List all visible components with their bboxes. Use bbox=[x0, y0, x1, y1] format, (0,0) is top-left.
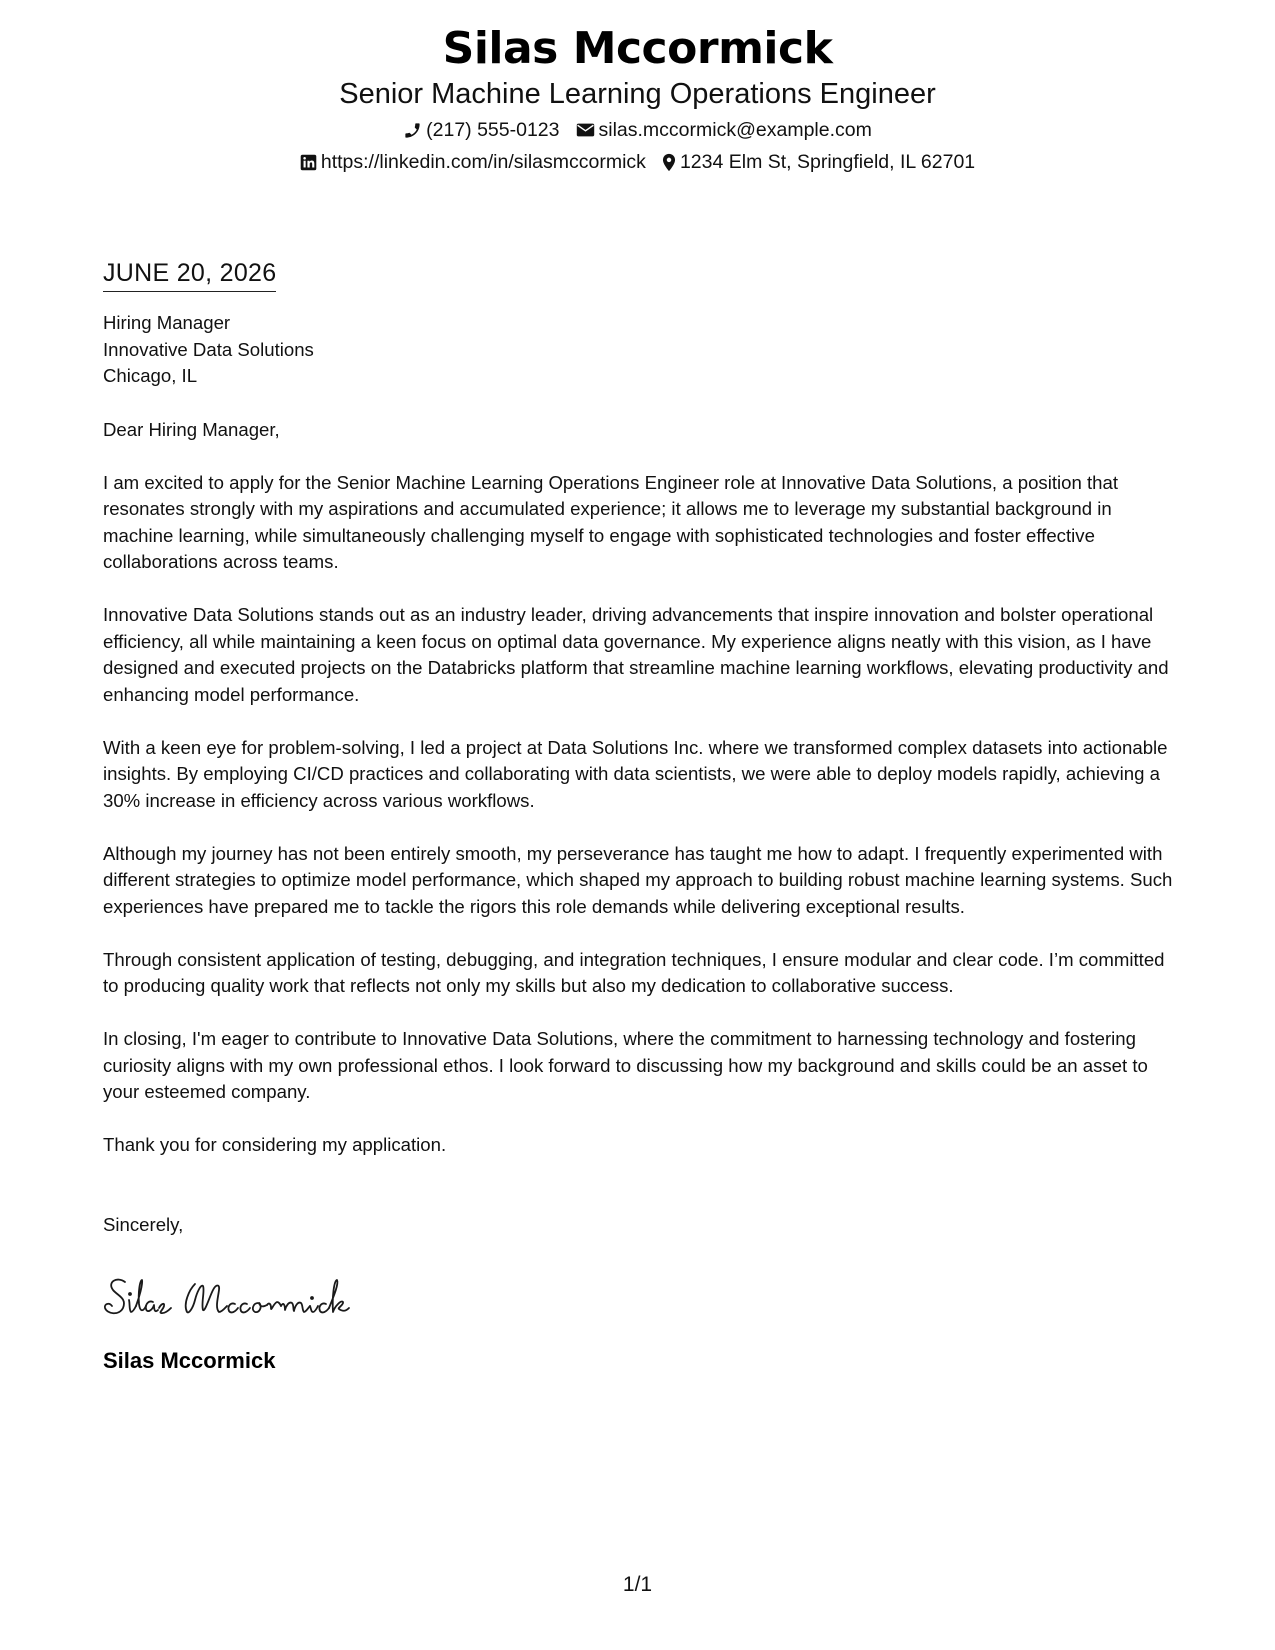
recipient-title: Hiring Manager bbox=[103, 312, 231, 333]
handwritten-signature bbox=[103, 1268, 1178, 1328]
recipient-location: Chicago, IL bbox=[103, 365, 198, 386]
contact-row-secondary bbox=[0, 148, 1275, 176]
applicant-job-title: Senior Machine Learning Operations Engineer bbox=[339, 78, 936, 110]
paragraph-7: Thank you for considering my application. bbox=[103, 1134, 447, 1155]
linkedin-url[interactable]: https://linkedin.com/in/silasmccormick bbox=[320, 151, 646, 173]
signature-image bbox=[103, 1268, 363, 1328]
contact-linkedin bbox=[300, 148, 646, 176]
paragraph-4: Although my journey has not been entirely smooth, my perseverance has taught me how to adapt. I frequently experimented with different strategies to optimize model performance, which shaped my approach to building robust machine learning systems. Such experiences have prepared me to tackle the rigors this role demands while delivering exceptional results. bbox=[103, 842, 1173, 917]
paragraph-5: Through consistent application of testing, debugging, and integration techniques, I ensure modular and clear code. I’m committed to producing quality work that reflects not only my skills but also my dedication to collaborative success. bbox=[103, 948, 1165, 996]
paragraph-6: In closing, I'm eager to contribute to Innovative Data Solutions, where the commitment to harnessing technology and fostering curiosity aligns with my own professional ethos. I look forward to discussing how my background and skills could be an asset to your esteemed company. bbox=[103, 1028, 1148, 1102]
paragraph-2: Innovative Data Solutions stands out as an industry leader, driving advancements that inspire innovation and bolster operational efficiency, all while maintaining a keen focus on optimal data governance. My experience aligns neatly with this vision, as I have designed and executed projects on the Databricks platform that streamline machine learning workflows, elevating productivity and enhancing model performance. bbox=[103, 604, 1169, 705]
recipient-block bbox=[103, 310, 1178, 390]
salutation: Dear Hiring Manager, bbox=[103, 418, 280, 440]
recipient-company: Innovative Data Solutions bbox=[103, 338, 314, 360]
applicant-name: Silas Mccormick bbox=[442, 23, 833, 74]
paragraph-1: I am excited to apply for the Senior Machine Learning Operations Engineer role at Innovative Data Solutions, a position that resonates strongly with my aspirations and accumulated experience; it allows me to leverage my substantial background in machine learning, while simultaneously challenging myself to engage with sophisticated technologies and foster effective collaborations across teams. bbox=[103, 471, 1118, 572]
page-number: 1/1 bbox=[622, 1573, 653, 1596]
linkedin-icon bbox=[300, 154, 317, 171]
paragraph-3: With a keen eye for problem-solving, I led a project at Data Solutions Inc. where we transformed complex datasets into actionable insights. By employing CI/CD practices and collaborating with data scientists, we were able to deploy models rapidly, achieving a 30% increase in efficiency across various workflows. bbox=[103, 736, 1168, 811]
letter-date: JUNE 20, 2026 bbox=[103, 256, 276, 292]
letter-body bbox=[103, 256, 1178, 1376]
postal-address: 1234 Elm St, Springfield, IL 62701 bbox=[679, 151, 976, 173]
signer-name: Silas Mccormick bbox=[103, 1348, 276, 1373]
phone-icon bbox=[403, 121, 422, 140]
contact-email bbox=[576, 116, 872, 144]
letter-header bbox=[0, 22, 1275, 176]
contact-address bbox=[662, 148, 975, 176]
envelope-icon bbox=[576, 122, 595, 138]
email-address: silas.mccormick@example.com bbox=[598, 119, 872, 141]
closing: Sincerely, bbox=[103, 1213, 184, 1235]
phone-number: (217) 555-0123 bbox=[426, 119, 560, 141]
contact-phone bbox=[403, 116, 559, 144]
contact-row-primary bbox=[0, 116, 1275, 144]
map-marker-icon bbox=[662, 153, 676, 172]
